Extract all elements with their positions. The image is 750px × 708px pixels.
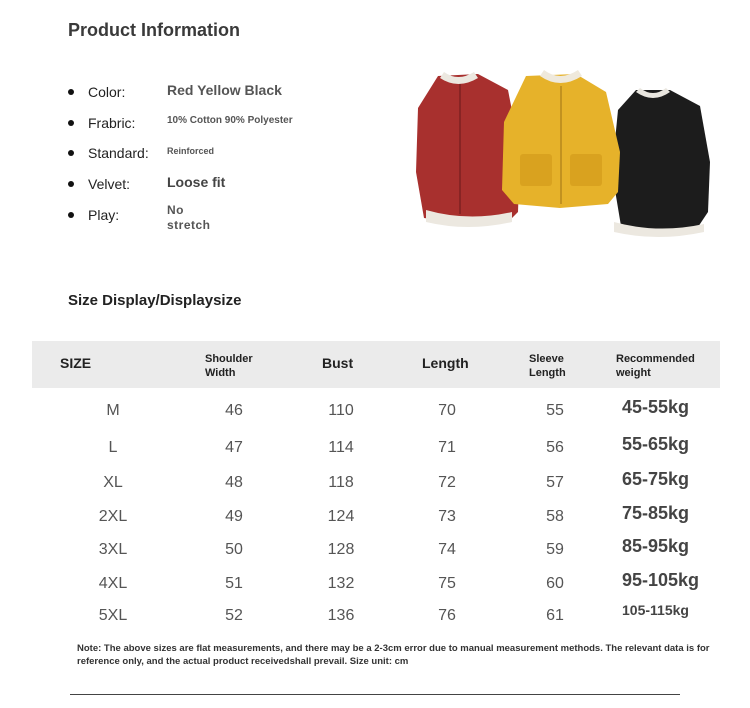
cell-length: 74 xyxy=(438,541,456,558)
cell-bust: 124 xyxy=(327,508,355,525)
cell-shoulder-width: 50 xyxy=(225,541,243,558)
cell-length: 71 xyxy=(438,439,456,456)
header-sleeve-length: Sleeve Length xyxy=(529,353,566,379)
bullet-icon xyxy=(68,212,74,218)
attribute-label: Velvet: xyxy=(88,176,131,192)
cell-sleeve-length: 60 xyxy=(546,575,564,592)
attribute-value: Red Yellow Black xyxy=(167,82,282,98)
cell-recommended-weight: 75-85kg xyxy=(622,503,690,523)
cell-size: 4XL xyxy=(98,575,128,592)
attribute-label: Color: xyxy=(88,84,126,100)
header-length: Length xyxy=(422,355,469,371)
bullet-icon xyxy=(68,89,74,95)
cell-bust: 136 xyxy=(327,607,355,624)
size-section-title: Size Display/Displaysize xyxy=(68,292,242,309)
bullet-icon xyxy=(68,120,74,126)
attribute-value: 10% Cotton 90% Polyester xyxy=(167,115,293,126)
cell-length: 75 xyxy=(438,575,456,592)
cell-length: 73 xyxy=(438,508,456,525)
cell-shoulder-width: 48 xyxy=(225,474,243,491)
cell-shoulder-width: 51 xyxy=(225,575,243,592)
bullet-icon xyxy=(68,150,74,156)
product-jackets-image xyxy=(408,62,716,240)
attribute-label: Play: xyxy=(88,207,120,223)
header-size: SIZE xyxy=(60,355,92,371)
cell-sleeve-length: 56 xyxy=(546,439,564,456)
attribute-value: Loose fit xyxy=(167,174,226,190)
cell-shoulder-width: 49 xyxy=(225,508,243,525)
cell-size: 3XL xyxy=(98,541,128,558)
cell-bust: 128 xyxy=(327,541,355,558)
cell-sleeve-length: 58 xyxy=(546,508,564,525)
cell-bust: 114 xyxy=(328,439,354,456)
cell-shoulder-width: 47 xyxy=(225,439,243,456)
cell-size: L xyxy=(108,439,118,456)
cell-shoulder-width: 46 xyxy=(225,402,243,419)
attribute-play xyxy=(68,203,368,232)
header-bust: Bust xyxy=(322,355,354,371)
measurement-note: Note: The above sizes are flat measurements, and there may be a 2-3cm error due to manual measurement methods. The relevant data is for reference only, and the actual product receivedshall prevail. Size unit: cm xyxy=(77,643,710,667)
cell-recommended-weight: 95-105kg xyxy=(622,570,700,590)
cell-recommended-weight: 65-75kg xyxy=(622,469,690,489)
product-info-title: Product Information xyxy=(68,20,240,40)
black-jacket xyxy=(612,88,710,237)
attribute-standard xyxy=(68,141,368,165)
attribute-color xyxy=(68,80,368,104)
cell-sleeve-length: 61 xyxy=(546,607,564,624)
header-shoulder-width: Shoulder Width xyxy=(205,353,253,379)
bullet-icon xyxy=(68,181,74,187)
bottom-divider xyxy=(70,694,680,695)
cell-recommended-weight: 55-65kg xyxy=(622,434,690,454)
attribute-velvet xyxy=(68,172,368,196)
cell-length: 76 xyxy=(438,607,456,624)
attribute-value: No stretch xyxy=(167,203,211,232)
cell-sleeve-length: 55 xyxy=(546,402,564,419)
cell-sleeve-length: 57 xyxy=(546,474,564,491)
cell-recommended-weight: 45-55kg xyxy=(622,397,690,417)
attribute-label: Standard: xyxy=(88,145,149,161)
cell-bust: 118 xyxy=(328,474,354,491)
cell-size: XL xyxy=(103,474,123,491)
cell-size: 2XL xyxy=(98,508,128,525)
yellow-jacket xyxy=(502,70,620,208)
attribute-fabric xyxy=(68,111,368,135)
cell-shoulder-width: 52 xyxy=(225,607,243,624)
cell-size: 5XL xyxy=(98,607,128,624)
cell-bust: 132 xyxy=(327,575,355,592)
cell-recommended-weight: 105-115kg xyxy=(622,602,689,618)
header-recommended-weight: Recommended weight xyxy=(616,353,695,379)
cell-sleeve-length: 59 xyxy=(546,541,564,558)
attribute-label: Frabric: xyxy=(88,115,136,131)
cell-length: 70 xyxy=(438,402,456,419)
cell-size: M xyxy=(106,402,120,419)
cell-recommended-weight: 85-95kg xyxy=(622,536,690,556)
attribute-value: Reinforced xyxy=(167,146,215,156)
cell-bust: 110 xyxy=(328,402,354,419)
size-table-header xyxy=(32,341,720,388)
cell-length: 72 xyxy=(438,474,456,491)
